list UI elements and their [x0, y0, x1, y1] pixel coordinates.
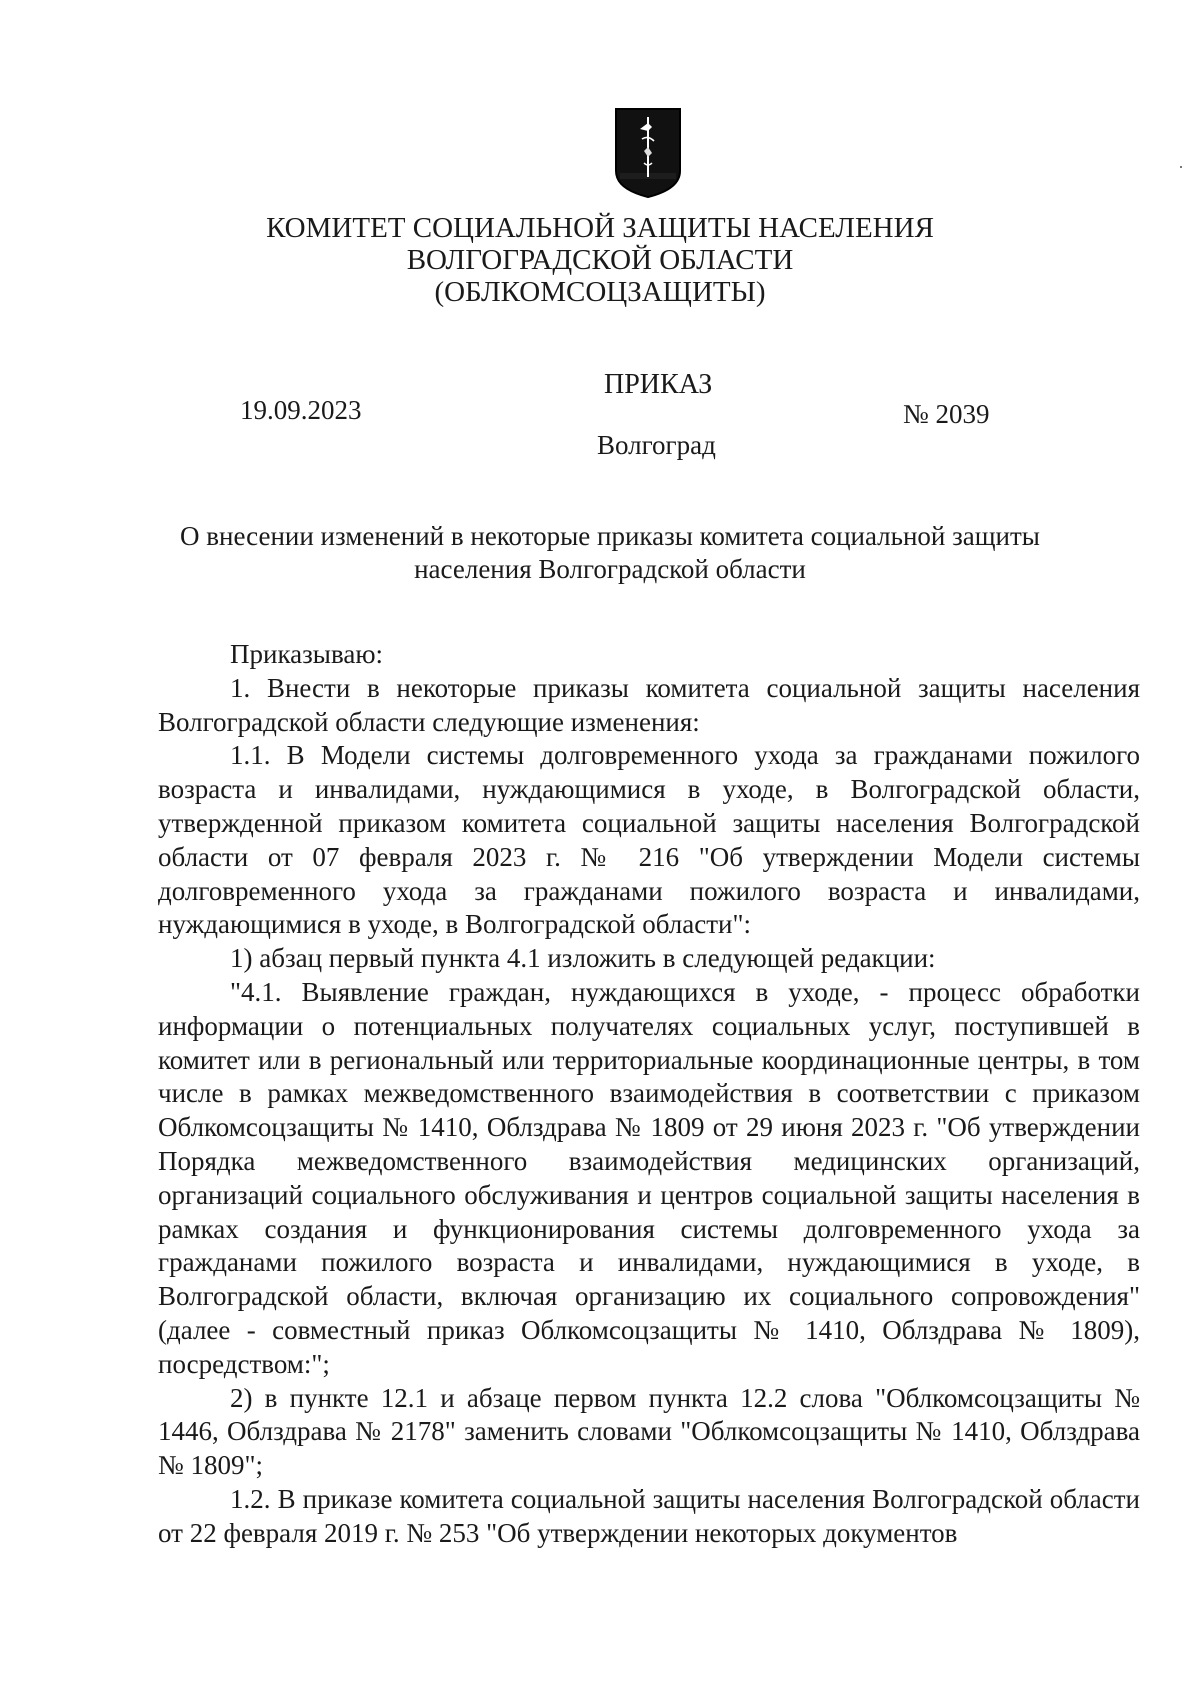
doc-type: ПРИКАЗ — [604, 369, 713, 400]
doc-date: 19.09.2023 — [240, 395, 362, 425]
doc-body — [158, 638, 1140, 1551]
body-paragraph: 1) абзац первый пункта 4.1 изложить в следующей редакции: — [230, 943, 936, 974]
org-name-line2: ВОЛГОГРАДСКОЙ ОБЛАСТИ — [406, 244, 794, 276]
body-paragraph: 1. Внести в некоторые приказы комитета социальной защиты населения Волгоградской области следующие изменения: — [158, 672, 1140, 737]
coat-of-arms-icon — [614, 107, 682, 199]
org-name-line1: КОМИТЕТ СОЦИАЛЬНОЙ ЗАЩИТЫ НАСЕЛЕНИЯ — [266, 212, 934, 244]
scan-speck — [1180, 166, 1182, 168]
doc-subject-line2: населения Волгоградской области — [414, 554, 806, 584]
doc-subject-line1: О внесении изменений в некоторые приказы комитета социальной защиты — [180, 521, 1040, 551]
org-name-line3: (ОБЛКОМСОЦЗАЩИТЫ) — [434, 276, 766, 308]
doc-number: № 2039 — [903, 399, 990, 429]
body-paragraph: 1.1. В Модели системы долговременного ухода за гражданами пожилого возраста и инвалидами, нуждающимися в уходе, в Волгоградской области, утвержденной приказом комитета социальной защиты населения Волгоградской области от 07 февраля 2023 г. № 216 "Об утверждении Модели системы долговременного ухода за гражданами пожилого возраста и инвалидами, нуждающимися в уходе, в Волгоградской области": — [158, 740, 1140, 940]
body-paragraph: Приказываю: — [230, 639, 383, 669]
body-paragraph: 1.2. В приказе комитета социальной защиты населения Волгоградской области от 22 февраля 2019 г. № 253 "Об утверждении некоторых документов — [158, 1483, 1140, 1548]
doc-city: Волгоград — [597, 430, 716, 460]
body-paragraph: "4.1. Выявление граждан, нуждающихся в уходе, - процесс обработки информации о потенциальных получателях социальных услуг, поступившей в комитет или в региональный или территориальные координационные центры, в том числе в рамках межведомственного взаимодействия в соответствии с приказом Облкомсоцзащиты № 1410, Облздрава № 1809 от 29 июня 2023 г. "Об утверждении Порядка межведомственного взаимодействия медицинских организаций, организаций социального обслуживания и центров социальной защиты населения в рамках создания и функционирования системы долговременного ухода за гражданами пожилого возраста и инвалидами, нуждающимися в уходе, в Волгоградской области, включая организацию их социального сопровождения" (далее - совместный приказ Облкомсоцзащиты № 1410, Облздрава № 1809), посредством:"; — [158, 976, 1140, 1379]
body-paragraph: 2) в пункте 12.1 и абзаце первом пункта 12.2 слова "Облкомсоцзащиты № 1446, Облздрава № 2178" заменить словами "Облкомсоцзащиты № 1410, Облздрава № 1809"; — [158, 1382, 1140, 1481]
